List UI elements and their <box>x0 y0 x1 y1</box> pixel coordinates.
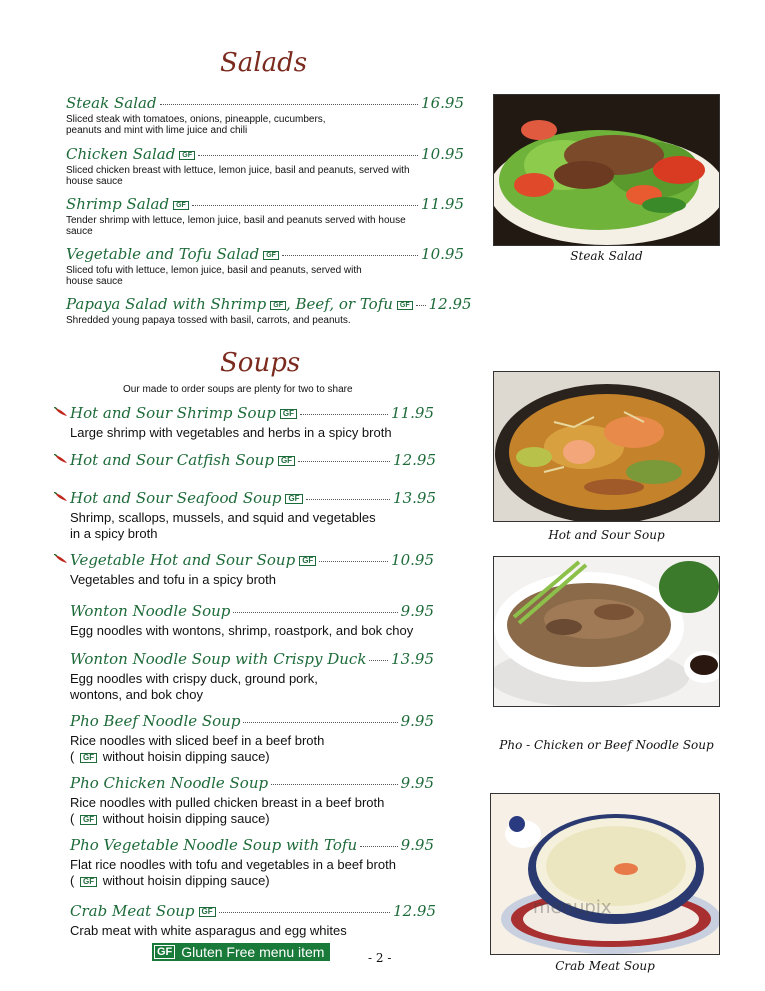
gf-badge: GF <box>278 456 295 466</box>
gf-badge: GF <box>299 556 316 566</box>
soups-heading: Soups <box>220 348 301 378</box>
item-description: Shrimp, scallops, mussels, and squid and vegetables in a spicy broth <box>70 510 376 541</box>
gf-badge: GF <box>280 409 297 419</box>
gf-note-paren: ( <box>70 811 75 826</box>
item-price: 13.95 <box>391 650 434 668</box>
crab-soup-caption: Crab Meat Soup <box>555 959 655 973</box>
leader-dots <box>198 155 418 156</box>
menu-item-papaya-salad <box>66 295 472 326</box>
gf-badge: GF <box>263 251 279 260</box>
pho-image <box>494 557 720 707</box>
steak-salad-photo <box>493 94 720 246</box>
item-description: Egg noodles with wontons, shrimp, roastpork, and bok choy <box>70 623 414 638</box>
salads-heading: Salads <box>220 48 308 78</box>
item-name: Chicken Salad <box>66 145 176 163</box>
menu-item-chicken-salad <box>66 145 464 187</box>
item-price: 12.95 <box>428 295 472 313</box>
item-description: Large shrimp with vegetables and herbs in a spicy broth <box>70 425 392 440</box>
crab-soup-photo <box>490 793 720 955</box>
leader-dots <box>298 461 390 462</box>
item-name: Vegetable Hot and Sour Soup <box>70 551 296 569</box>
item-description: Flat rice noodles with tofu and vegetables in a beef broth <box>70 857 396 872</box>
item-description: Vegetables and tofu in a spicy broth <box>70 572 276 587</box>
gf-note <box>70 873 434 889</box>
menu-item-vegetable-tofu-salad <box>66 245 464 287</box>
hot-sour-soup-photo <box>493 371 720 522</box>
menu-item-vegetable-hot-sour-soup <box>70 551 434 588</box>
legend-text: Gluten Free menu item <box>181 944 325 960</box>
item-price: 10.95 <box>421 145 464 163</box>
leader-dots <box>271 784 398 785</box>
menu-item-crab-meat-soup <box>70 902 436 939</box>
leader-dots <box>306 499 391 500</box>
item-name: Pho Chicken Noodle Soup <box>70 774 269 792</box>
gf-badge: GF <box>80 753 97 763</box>
chili-pepper-icon <box>54 454 68 464</box>
gf-note-paren: ( <box>70 873 75 888</box>
menu-item-hot-sour-seafood-soup <box>70 489 436 542</box>
menu-item-wonton-crispy-duck-soup <box>70 650 434 703</box>
menu-item-pho-vegetable-tofu <box>70 836 434 889</box>
item-description: Sliced tofu with lettuce, lemon juice, basil and peanuts, served with house sauce <box>66 265 362 287</box>
item-description: Rice noodles with pulled chicken breast in a beef broth <box>70 795 385 810</box>
item-name: Pho Beef Noodle Soup <box>70 712 241 730</box>
item-name: Wonton Noodle Soup <box>70 602 231 620</box>
leader-dots <box>233 612 397 613</box>
gf-badge: GF <box>199 907 216 917</box>
item-name: Pho Vegetable Noodle Soup with Tofu <box>70 836 358 854</box>
item-description: Tender shrimp with lettuce, lemon juice, basil and peanuts served with house sauce <box>66 215 406 237</box>
gf-note-text: without hoisin dipping sauce) <box>102 811 270 826</box>
item-name: Hot and Sour Seafood Soup <box>70 489 282 507</box>
pho-caption: Pho - Chicken or Beef Noodle Soup <box>499 738 714 752</box>
menu-item-hot-sour-shrimp-soup <box>70 404 434 441</box>
gf-badge: GF <box>173 201 189 210</box>
leader-dots <box>319 561 388 562</box>
leader-dots <box>243 722 397 723</box>
item-price: 16.95 <box>421 94 464 112</box>
item-description: Sliced chicken breast with lettuce, lemon juice, basil and peanuts, served with house sauce <box>66 165 410 187</box>
gf-badge: GF <box>179 151 195 160</box>
item-description: Shredded young papaya tossed with basil, carrots, and peanuts. <box>66 315 351 326</box>
gf-badge: GF <box>397 301 413 310</box>
menu-item-pho-chicken <box>70 774 434 827</box>
menu-item-hot-sour-catfish-soup <box>70 451 436 469</box>
watermark: menupix <box>533 897 612 918</box>
hot-sour-soup-image <box>494 372 720 522</box>
gf-badge: GF <box>285 494 302 504</box>
legend-gf-badge: GF <box>154 945 175 959</box>
item-price: 9.95 <box>400 836 434 854</box>
item-name: Hot and Sour Shrimp Soup <box>70 404 276 422</box>
item-price: 9.95 <box>400 712 434 730</box>
gluten-free-legend <box>152 943 330 961</box>
gf-note <box>70 749 434 765</box>
gf-note-text: without hoisin dipping sauce) <box>102 749 270 764</box>
item-price: 10.95 <box>391 551 434 569</box>
steak-salad-caption: Steak Salad <box>570 249 643 263</box>
item-name: Hot and Sour Catfish Soup <box>70 451 274 469</box>
item-name: Crab Meat Soup <box>70 902 195 920</box>
item-name-part-1: Papaya Salad with Shrimp <box>66 295 267 313</box>
item-description: Sliced steak with tomatoes, onions, pineapple, cucumbers, peanuts and mint with lime juice and chili <box>66 114 326 136</box>
gf-badge: GF <box>270 301 286 310</box>
gf-note-text: without hoisin dipping sauce) <box>102 873 270 888</box>
item-description: Crab meat with white asparagus and egg whites <box>70 923 347 938</box>
pho-photo <box>493 556 720 707</box>
menu-item-shrimp-salad <box>66 195 464 237</box>
chili-pepper-icon <box>54 554 68 564</box>
item-price: 12.95 <box>393 451 436 469</box>
item-price: 9.95 <box>400 774 434 792</box>
leader-dots <box>219 912 390 913</box>
steak-salad-image <box>494 95 720 246</box>
menu-item-pho-beef <box>70 712 434 765</box>
crab-soup-image <box>491 794 720 955</box>
gf-note-paren: ( <box>70 749 75 764</box>
item-name: Steak Salad <box>66 94 157 112</box>
menu-item-steak-salad <box>66 94 464 136</box>
page-number: - 2 - <box>368 951 392 965</box>
leader-dots <box>282 255 418 256</box>
item-price: 12.95 <box>393 902 436 920</box>
item-name-part-2: , Beef, or Tofu <box>285 295 393 313</box>
item-price: 11.95 <box>421 195 464 213</box>
chili-pepper-icon <box>54 492 68 502</box>
leader-dots <box>192 205 418 206</box>
leader-dots <box>300 414 388 415</box>
gf-badge: GF <box>80 877 97 887</box>
item-description: Egg noodles with crispy duck, ground pork, wontons, and bok choy <box>70 671 318 702</box>
hot-sour-soup-caption: Hot and Sour Soup <box>548 528 665 542</box>
item-name: Shrimp Salad <box>66 195 170 213</box>
leader-dots <box>160 104 419 105</box>
leader-dots <box>416 305 426 306</box>
item-name: Wonton Noodle Soup with Crispy Duck <box>70 650 367 668</box>
item-price: 13.95 <box>393 489 436 507</box>
item-price: 10.95 <box>421 245 464 263</box>
item-name: Vegetable and Tofu Salad <box>66 245 260 263</box>
item-price: 9.95 <box>400 602 434 620</box>
gf-note <box>70 811 434 827</box>
chili-pepper-icon <box>54 407 68 417</box>
item-price: 11.95 <box>391 404 434 422</box>
leader-dots <box>360 846 397 847</box>
item-description: Rice noodles with sliced beef in a beef broth <box>70 733 325 748</box>
gf-badge: GF <box>80 815 97 825</box>
menu-item-wonton-noodle-soup <box>70 602 434 639</box>
soups-note: Our made to order soups are plenty for two to share <box>123 384 353 395</box>
leader-dots <box>369 660 388 661</box>
